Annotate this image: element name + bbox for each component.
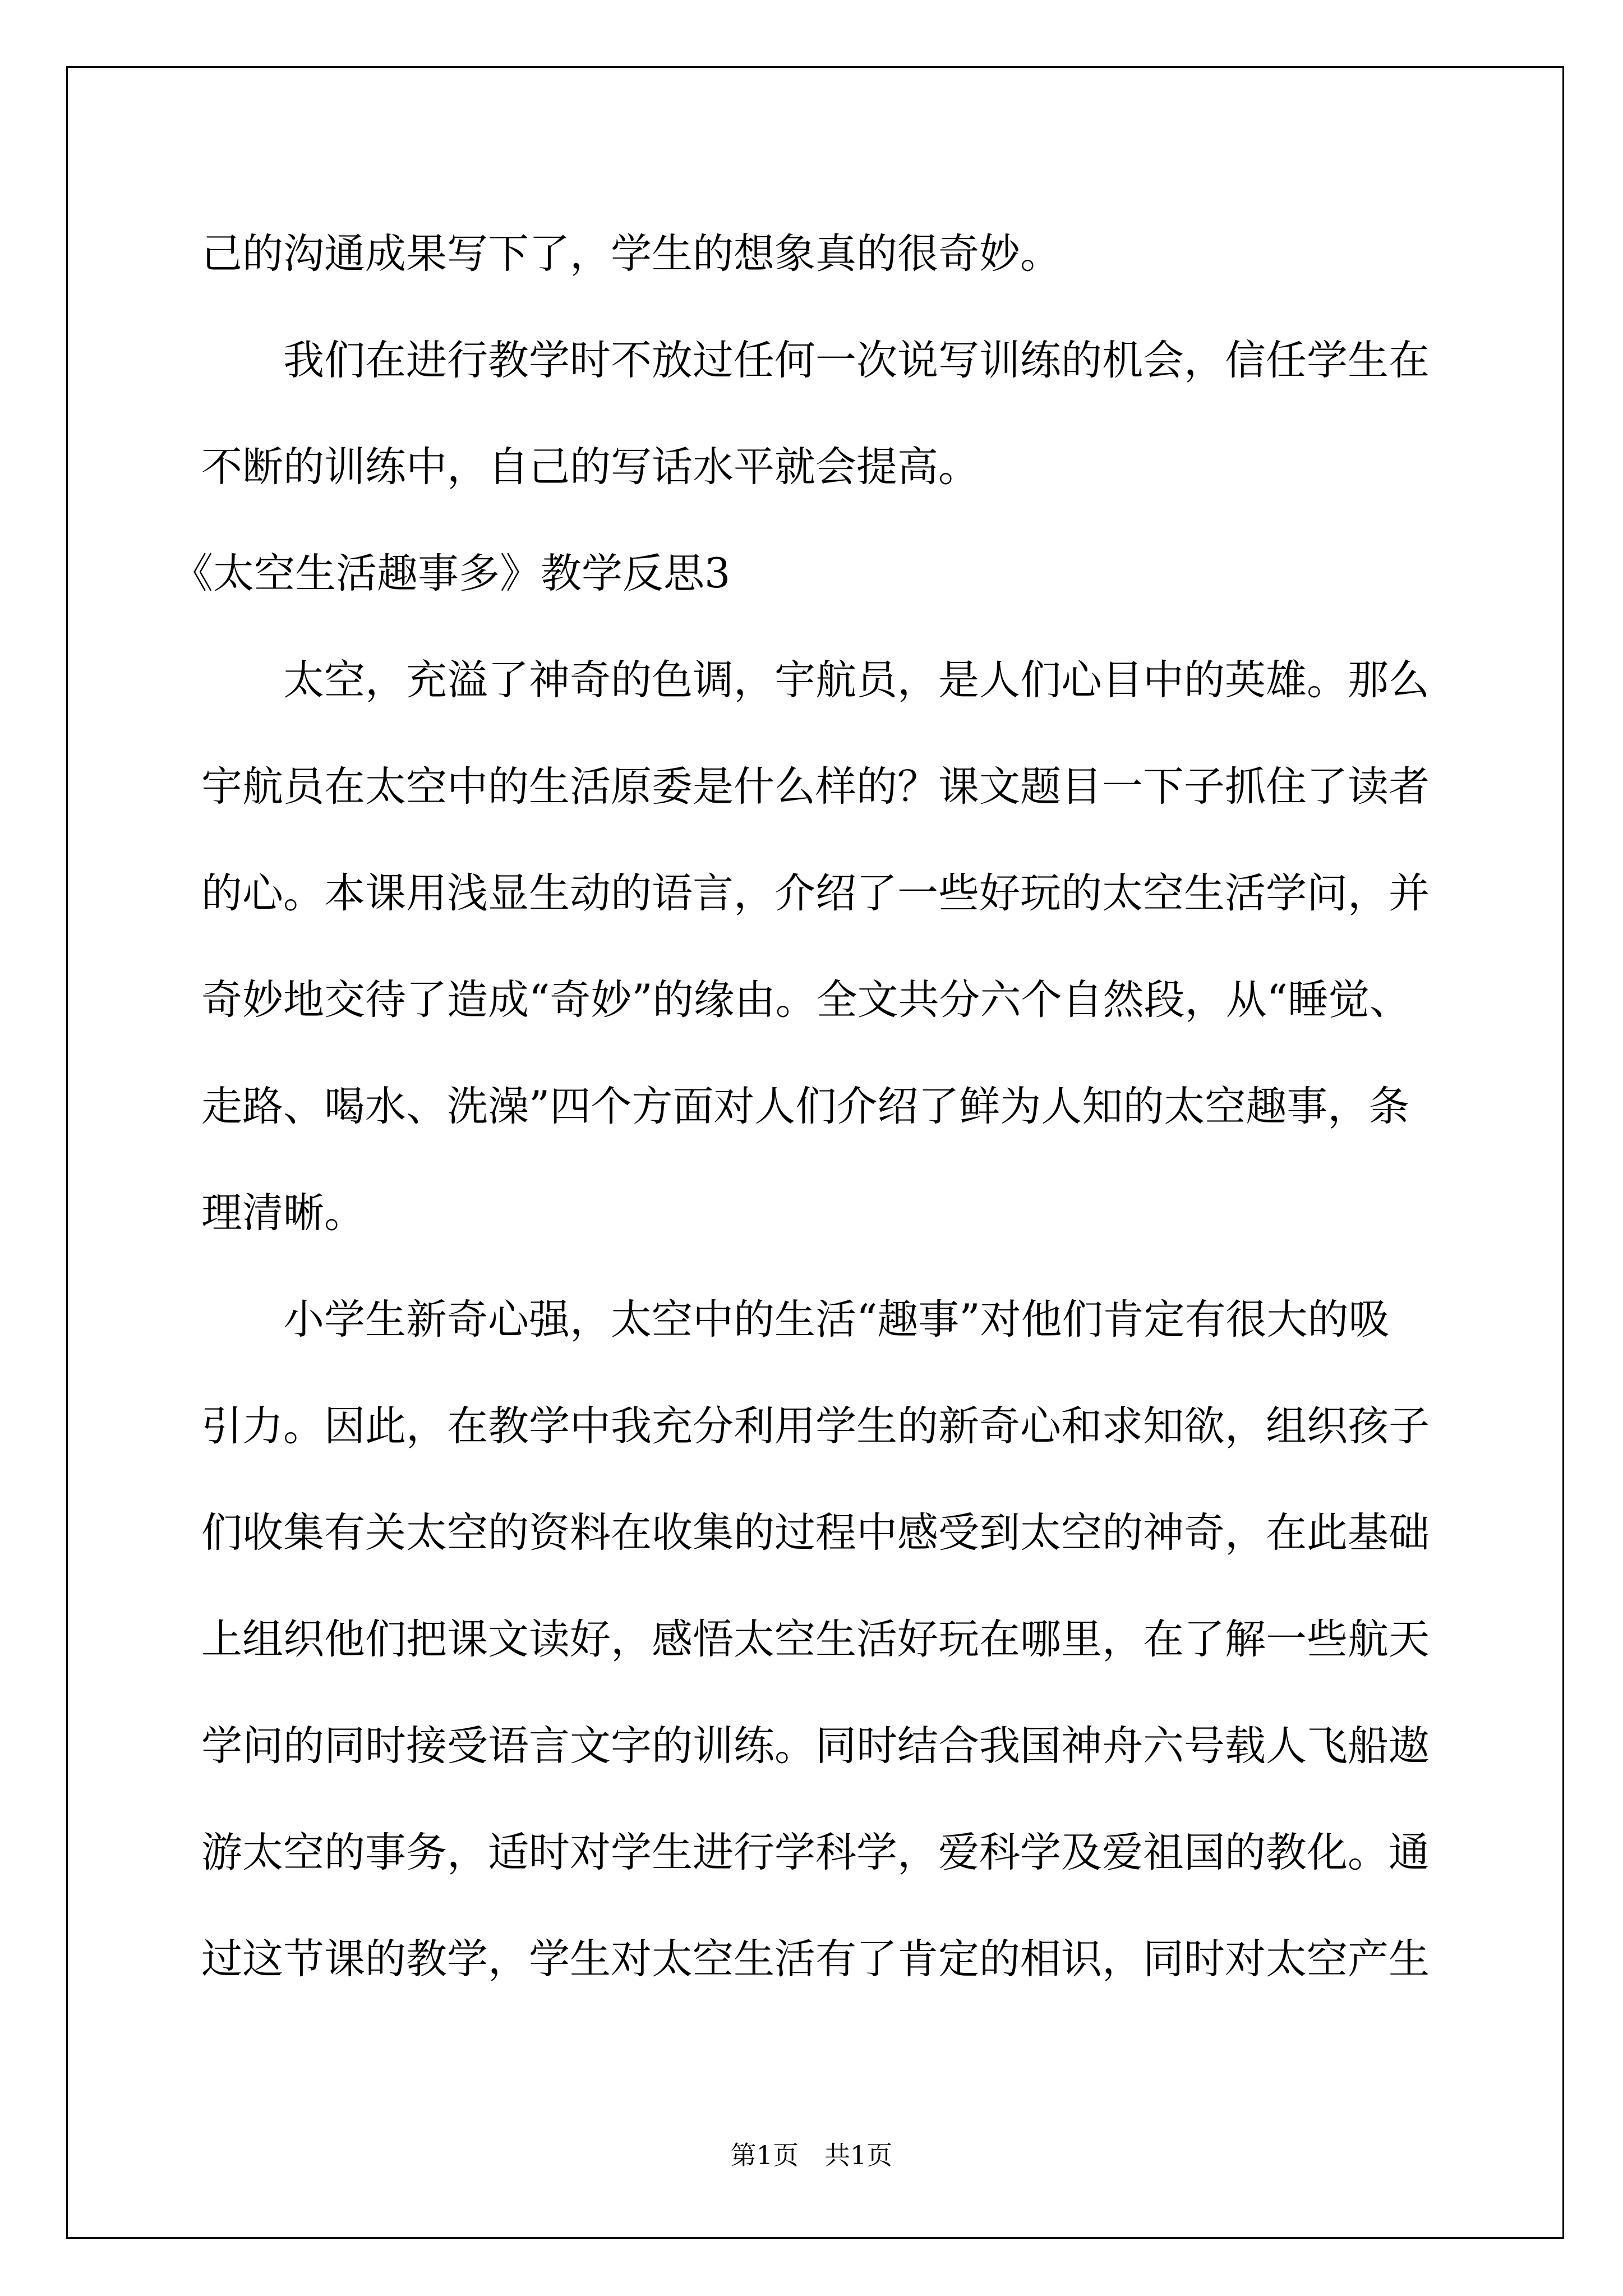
text-line: 理清晰。 (201, 1189, 365, 1237)
text-line: 我们在进行教学时不放过任何一次说写训练的机会，信任学生在 (283, 337, 1430, 384)
paragraph (201, 627, 1491, 1267)
text-line: 游太空的事务，适时对学生进行学科学，爱科学及爱祖国的教化。通 (201, 1829, 1430, 1876)
text-line: 引力。因此，在教学中我充分利用学生的新奇心和求知欲，组织孩子 (201, 1402, 1430, 1450)
text-line: 的心。本课用浅显生动的语言，介绍了一些好玩的太空生活学问，并 (201, 869, 1430, 917)
paragraph-carryover (201, 201, 1491, 307)
text-line: 学问的同时接受语言文字的训练。同时结合我国神舟六号载人飞船遨 (201, 1722, 1430, 1770)
page-footer: 第1页 共1页 (730, 2140, 893, 2170)
text-line: 太空，充溢了神奇的色调，宇航员，是人们心目中的英雄。那么 (283, 656, 1430, 704)
paragraph (201, 1267, 1491, 2013)
paragraph (201, 307, 1491, 521)
text-line: 过这节课的教学，学生对太空生活有了肯定的相识，同时对太空产生 (201, 1935, 1430, 1983)
text-line: 上组织他们把课文读好，感悟太空生活好玩在哪里，在了解一些航天 (201, 1616, 1430, 1663)
text-line: 己的沟通成果写下了，学生的想象真的很奇妙。 (201, 230, 1061, 278)
section-heading: 《太空生活趣事多》教学反思3 (172, 550, 731, 597)
document-body (172, 201, 1491, 2013)
text-line: 奇妙地交待了造成“奇妙”的缘由。全文共分六个自然段，从“睡觉、 (201, 976, 1410, 1024)
text-line: 们收集有关太空的资料在收集的过程中感受到太空的神奇，在此基础 (201, 1509, 1430, 1557)
text-line: 走路、喝水、洗澡”四个方面对人们介绍了鲜为人知的太空趣事，条 (201, 1083, 1410, 1130)
text-line: 不断的训练中，自己的写话水平就会提高。 (201, 443, 979, 491)
text-line: 小学生新奇心强，太空中的生活“趣事”对他们肯定有很大的吸 (283, 1296, 1390, 1343)
text-line: 宇航员在太空中的生活原委是什么样的？课文题目一下子抓住了读者 (201, 763, 1430, 811)
